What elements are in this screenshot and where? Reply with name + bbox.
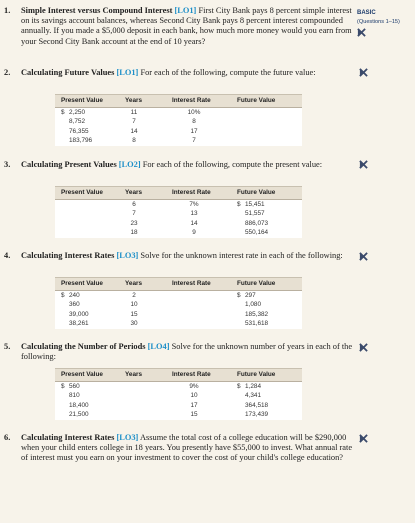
header-interest-rate: Interest Rate bbox=[172, 97, 211, 104]
header-future-value: Future Value bbox=[237, 189, 276, 196]
difficulty-icon bbox=[359, 343, 368, 352]
table-row bbox=[55, 382, 302, 391]
present-value-cell: 8,752 bbox=[69, 118, 85, 126]
learning-objective-link[interactable]: [LO4] bbox=[147, 342, 170, 351]
table-row bbox=[55, 310, 302, 319]
table-header bbox=[55, 278, 302, 291]
header-interest-rate: Interest Rate bbox=[172, 371, 211, 378]
present-value-cell: $ 240 bbox=[61, 292, 80, 299]
table-row bbox=[55, 108, 302, 117]
interest-rate-cell: 9% bbox=[189, 383, 199, 390]
future-value-cell: $ 297 bbox=[237, 292, 256, 299]
present-value-cell: 183,796 bbox=[69, 137, 93, 145]
problem-number: 1. bbox=[4, 6, 11, 15]
present-value-table bbox=[55, 186, 302, 238]
problem-number: 2. bbox=[4, 68, 11, 77]
learning-objective-link[interactable]: [LO3] bbox=[116, 433, 139, 442]
problem-number: 6. bbox=[4, 433, 11, 442]
header-present-value: Present Value bbox=[61, 280, 103, 287]
years-cell: 14 bbox=[130, 127, 138, 135]
problem-4 bbox=[4, 251, 356, 261]
problem-6 bbox=[4, 433, 356, 464]
problem-text: First City Bank pays 8 percent simple interest on its savings account balances, whereas Second City Bank pays 8 percent interest compounded annually. If you made a $5,000 deposit in each bank, how much more money would you earn from your Second City Bank account at the end of 10 years? bbox=[21, 6, 352, 46]
problem-number: 5. bbox=[4, 342, 11, 351]
header-years: Years bbox=[125, 189, 143, 196]
header-interest-rate: Interest Rate bbox=[172, 189, 211, 196]
table-row bbox=[55, 209, 302, 218]
years-cell: 7 bbox=[132, 118, 136, 126]
years-cell: 7 bbox=[132, 210, 136, 218]
problem-title: Calculating Interest Rates bbox=[21, 433, 115, 442]
difficulty-icon bbox=[357, 28, 366, 37]
interest-rate-cell: 15 bbox=[190, 411, 198, 419]
interest-rate-cell: 8 bbox=[192, 118, 196, 126]
years-cell: 30 bbox=[130, 320, 138, 328]
table-row bbox=[55, 391, 302, 400]
difficulty-badge: BASIC bbox=[357, 10, 376, 16]
header-present-value: Present Value bbox=[61, 97, 103, 104]
interest-rate-table bbox=[55, 277, 302, 329]
future-value-cell: $ 1,284 bbox=[237, 383, 261, 390]
table-row bbox=[55, 200, 302, 209]
future-value-cell: 531,618 bbox=[245, 320, 269, 328]
table-row bbox=[55, 291, 302, 300]
future-value-cell: 173,439 bbox=[245, 411, 269, 419]
learning-objective-link[interactable]: [LO3] bbox=[116, 251, 139, 260]
problem-text: For each of the following, compute the future value: bbox=[140, 68, 316, 77]
table-row bbox=[55, 300, 302, 309]
problem-1 bbox=[4, 6, 356, 47]
present-value-cell: 76,355 bbox=[69, 127, 89, 135]
present-value-cell: 360 bbox=[69, 301, 80, 309]
table-row bbox=[55, 136, 302, 145]
problem-title: Calculating Interest Rates bbox=[21, 251, 115, 260]
table-row bbox=[55, 228, 302, 237]
present-value-cell: 39,000 bbox=[69, 310, 89, 318]
problem-text: Solve for the unknown interest rate in each of the following: bbox=[140, 251, 343, 260]
years-cell: 8 bbox=[132, 137, 136, 145]
question-range: (Questions 1–15) bbox=[357, 19, 400, 25]
present-value-cell: $ 560 bbox=[61, 383, 80, 390]
problem-number: 3. bbox=[4, 160, 11, 169]
difficulty-icon bbox=[359, 160, 368, 169]
problem-title: Calculating Future Values bbox=[21, 68, 115, 77]
table-row bbox=[55, 127, 302, 136]
table-row bbox=[55, 401, 302, 410]
interest-rate-cell: 7 bbox=[192, 137, 196, 145]
table-row bbox=[55, 319, 302, 328]
table-row bbox=[55, 117, 302, 126]
header-years: Years bbox=[125, 97, 143, 104]
interest-rate-cell: 13 bbox=[190, 210, 198, 218]
header-future-value: Future Value bbox=[237, 97, 276, 104]
header-years: Years bbox=[125, 371, 143, 378]
problem-text: For each of the following, compute the present value: bbox=[142, 160, 323, 169]
interest-rate-cell: 10 bbox=[190, 392, 198, 400]
future-value-cell: 1,080 bbox=[245, 301, 261, 309]
present-value-cell: 38,261 bbox=[69, 320, 89, 328]
problem-title: Calculating Present Values bbox=[21, 160, 117, 169]
interest-rate-cell: 9 bbox=[192, 229, 196, 237]
future-value-cell: 51,557 bbox=[245, 210, 265, 218]
problem-2 bbox=[4, 68, 356, 78]
header-years: Years bbox=[125, 280, 143, 287]
difficulty-icon bbox=[359, 68, 368, 77]
header-interest-rate: Interest Rate bbox=[172, 280, 211, 287]
problem-3 bbox=[4, 160, 356, 170]
table-row bbox=[55, 410, 302, 419]
years-cell: 11 bbox=[130, 109, 138, 116]
future-value-cell: 886,073 bbox=[245, 219, 269, 227]
interest-rate-cell: 14 bbox=[190, 219, 198, 227]
years-cell: 15 bbox=[130, 310, 138, 318]
periods-table bbox=[55, 368, 302, 420]
years-cell: 2 bbox=[132, 292, 136, 299]
years-cell: 10 bbox=[130, 301, 138, 309]
present-value-cell: 810 bbox=[69, 392, 80, 400]
learning-objective-link[interactable]: [LO1] bbox=[116, 68, 139, 77]
header-present-value: Present Value bbox=[61, 189, 103, 196]
problem-title: Simple Interest versus Compound Interest bbox=[21, 6, 173, 15]
table-header bbox=[55, 187, 302, 200]
future-value-cell: $ 15,451 bbox=[237, 201, 265, 208]
problem-text: Solve for the unknown number of years in each of the following: bbox=[21, 342, 353, 362]
learning-objective-link[interactable]: [LO1] bbox=[174, 6, 197, 15]
problem-title: Calculating the Number of Periods bbox=[21, 342, 146, 351]
table-header bbox=[55, 95, 302, 108]
present-value-cell: $ 2,250 bbox=[61, 109, 85, 116]
sidebar-margin bbox=[357, 0, 415, 523]
interest-rate-cell: 10% bbox=[187, 109, 201, 116]
difficulty-icon bbox=[359, 252, 368, 261]
future-value-cell: 185,382 bbox=[245, 310, 269, 318]
years-cell: 6 bbox=[132, 201, 136, 208]
future-value-table bbox=[55, 94, 302, 146]
future-value-cell: 4,341 bbox=[245, 392, 261, 400]
problem-text: Assume the total cost of a college education will be $290,000 when your child enters college in 18 years. You presently have $55,000 to invest. What annual rate of interest must you earn on your investment to cover the cost of your child's college education? bbox=[21, 433, 353, 463]
learning-objective-link[interactable]: [LO2] bbox=[118, 160, 141, 169]
future-value-cell: 364,518 bbox=[245, 401, 269, 409]
problem-number: 4. bbox=[4, 251, 11, 260]
future-value-cell: 550,164 bbox=[245, 229, 269, 237]
table-header bbox=[55, 369, 302, 382]
header-future-value: Future Value bbox=[237, 371, 276, 378]
difficulty-icon bbox=[359, 434, 368, 443]
years-cell: 23 bbox=[130, 219, 138, 227]
present-value-cell: 21,500 bbox=[69, 411, 89, 419]
interest-rate-cell: 17 bbox=[190, 401, 198, 409]
header-present-value: Present Value bbox=[61, 371, 103, 378]
interest-rate-cell: 17 bbox=[190, 127, 198, 135]
years-cell: 18 bbox=[130, 229, 138, 237]
present-value-cell: 18,400 bbox=[69, 401, 89, 409]
interest-rate-cell: 7% bbox=[189, 201, 199, 208]
table-row bbox=[55, 219, 302, 228]
header-future-value: Future Value bbox=[237, 280, 276, 287]
problem-5 bbox=[4, 342, 356, 362]
